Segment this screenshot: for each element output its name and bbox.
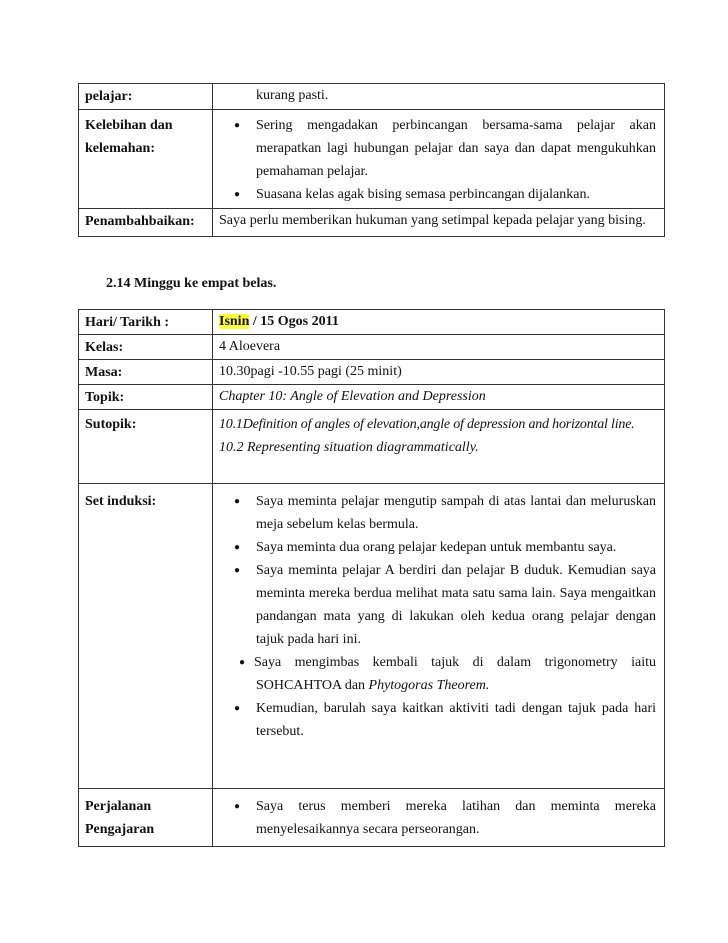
list-item: ● Sering mengadakan perbincangan bersama-sama pelajar akan merapatkan lagi hubungan pelajar dan saya dan dapat mengukuhkan pemahaman pelajar. (256, 114, 656, 183)
table-row (79, 310, 665, 335)
label-line: kelemahan: (85, 141, 155, 156)
subtopic-line: 10.1Definition of angles of elevation,angle of depression and horizontal line. (219, 417, 635, 432)
row-text: kurang pasti. (256, 88, 329, 103)
row-label: Sutopik: (79, 410, 213, 484)
table-row (79, 335, 665, 360)
trig-text: SOHCAHTOA dan (256, 678, 369, 693)
row-content: Chapter 10: Angle of Elevation and Depression (213, 385, 665, 410)
row-label: Penambahbaikan: (79, 209, 213, 237)
bullet-list (219, 114, 656, 206)
table-row (79, 360, 665, 385)
bullet-list (219, 795, 656, 841)
lesson-plan-table (78, 309, 665, 847)
row-label (79, 789, 213, 847)
trig-text: Saya mengimbas kembali tajuk di dalam trigonometry iaitu (254, 655, 656, 670)
row-label: pelajar: (79, 84, 213, 110)
bullet-list (219, 697, 656, 743)
label-line: Perjalanan (85, 799, 152, 814)
list-item: ● Kemudian, barulah saya kaitkan aktiviti tadi dengan tajuk pada hari tersebut. (256, 697, 656, 743)
row-content (213, 789, 665, 847)
row-label: Topik: (79, 385, 213, 410)
row-content (213, 484, 665, 789)
bullet-icon: ● (239, 657, 246, 668)
row-content (213, 410, 665, 484)
row-content (213, 310, 665, 335)
row-content: 4 Aloevera (213, 335, 665, 360)
row-content (213, 84, 665, 110)
list-item: ● Saya terus memberi mereka latihan dan meminta mereka menyelesaikannya secara perseorangan. (256, 795, 656, 841)
list-item: ● Suasana kelas agak bising semasa perbincangan dijalankan. (256, 183, 656, 206)
table-row (79, 410, 665, 484)
table-row (79, 484, 665, 789)
label-line: Pengajaran (85, 822, 155, 837)
list-item: ● Saya meminta pelajar A berdiri dan pelajar B duduk. Kemudian saya meminta mereka berdua melihat mata satu sama lain. Saya mengaitkan pandangan mata yang di lakukan oleh kedua orang pelajar dengan tajuk pada hari ini. (256, 559, 656, 651)
row-content: Saya perlu memberikan hukuman yang setimpal kepada pelajar yang bising. (213, 209, 665, 237)
date-text: / 15 Ogos 2011 (249, 314, 339, 329)
table-row (79, 110, 665, 209)
table-row (79, 789, 665, 847)
table-row (79, 209, 665, 237)
list-item: ● Saya meminta dua orang pelajar kedepan untuk membantu saya. (256, 536, 656, 559)
list-item: ● Saya meminta pelajar mengutip sampah di atas lantai dan meluruskan meja sebelum kelas bermula. (256, 490, 656, 536)
row-label: Hari/ Tarikh : (79, 310, 213, 335)
trig-line (254, 674, 656, 697)
section-heading: 2.14 Minggu ke empat belas. (106, 276, 277, 291)
trig-line (239, 651, 656, 674)
trig-text: Phytogoras Theorem. (368, 678, 490, 693)
evaluation-table (78, 83, 665, 237)
row-label: Masa: (79, 360, 213, 385)
subtopic-line: 10.2 Representing situation diagrammatically. (219, 440, 479, 455)
trig-item (219, 651, 656, 697)
row-content: 10.30pagi -10.55 pagi (25 minit) (213, 360, 665, 385)
table-row (79, 84, 665, 110)
row-label: Kelas: (79, 335, 213, 360)
bullet-list (219, 490, 656, 651)
row-label: Set induksi: (79, 484, 213, 789)
row-content (213, 110, 665, 209)
day-highlight: Isnin (219, 314, 250, 329)
label-line: Kelebihan dan (85, 118, 173, 133)
table-row (79, 385, 665, 410)
row-label (79, 110, 213, 209)
